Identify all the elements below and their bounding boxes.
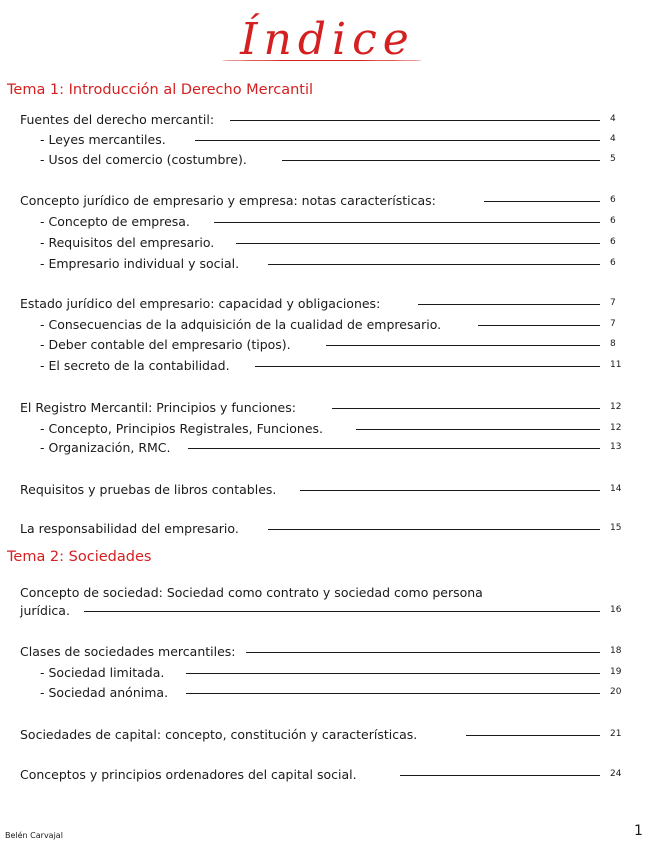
toc-entry[interactable] <box>0 254 655 273</box>
toc-leader-line <box>418 304 600 305</box>
toc-entry[interactable] <box>0 642 655 661</box>
toc-entry[interactable] <box>0 438 655 457</box>
toc-entry-text: - Sociedad anónima. <box>40 685 169 700</box>
toc-entry[interactable] <box>0 519 655 538</box>
title-underline <box>222 60 422 61</box>
toc-entry-page: 6 <box>610 258 616 268</box>
toc-leader-line <box>255 366 600 367</box>
toc-entry-page: 20 <box>610 687 622 697</box>
toc-entry-page: 6 <box>610 216 616 226</box>
toc-entry-text: Requisitos y pruebas de libros contables. <box>20 482 277 497</box>
toc-entry[interactable] <box>0 315 655 334</box>
toc-entry[interactable] <box>0 725 655 744</box>
toc-entry-page: 6 <box>610 237 616 247</box>
toc-entry-page: 7 <box>610 298 616 308</box>
toc-entry[interactable] <box>0 335 655 354</box>
toc-entry[interactable] <box>0 294 655 313</box>
toc-entry[interactable] <box>0 150 655 169</box>
toc-entry-text: - Empresario individual y social. <box>40 256 240 271</box>
toc-entry-text: Fuentes del derecho mercantil: <box>20 112 215 127</box>
toc-entry-page: 16 <box>610 605 622 615</box>
toc-entry[interactable] <box>0 601 655 620</box>
toc-leader-line <box>214 222 600 223</box>
toc-entry-text: - Deber contable del empresario (tipos). <box>40 337 291 352</box>
toc-entry-page: 5 <box>610 154 616 164</box>
toc-entry-text: Clases de sociedades mercantiles: <box>20 644 236 659</box>
toc-leader-line <box>478 325 600 326</box>
toc-leader-line <box>268 529 600 530</box>
toc-entry-text: Sociedades de capital: concepto, constitución y características. <box>20 727 418 742</box>
toc-leader-line <box>230 120 600 121</box>
toc-entry-text: Estado jurídico del empresario: capacidad y obligaciones: <box>20 296 381 311</box>
toc-entry-text: - Consecuencias de la adquisición de la cualidad de empresario. <box>40 317 442 332</box>
toc-leader-line <box>186 693 600 694</box>
toc-entry[interactable] <box>0 356 655 375</box>
toc-entry-page: 24 <box>610 769 622 779</box>
toc-entry[interactable] <box>0 683 655 702</box>
page-title: Índice <box>240 14 415 65</box>
toc-entry-page: 12 <box>610 402 622 412</box>
toc-entry-page: 12 <box>610 423 622 433</box>
toc-entry[interactable] <box>0 480 655 499</box>
toc-entry[interactable] <box>0 398 655 417</box>
toc-entry-text: Conceptos y principios ordenadores del capital social. <box>20 767 357 782</box>
toc-entry-page: 11 <box>610 360 622 370</box>
toc-entry-text: - El secreto de la contabilidad. <box>40 358 230 373</box>
toc-entry[interactable] <box>0 212 655 231</box>
toc-leader-line <box>484 201 600 202</box>
toc-entry-text: Concepto jurídico de empresario y empresa: notas características: <box>20 193 436 208</box>
toc-leader-line <box>400 775 600 776</box>
tema-2-heading: Tema 2: Sociedades <box>7 549 152 565</box>
toc-leader-line <box>356 429 600 430</box>
toc-entry[interactable] <box>0 191 655 210</box>
toc-leader-line <box>466 735 600 736</box>
toc-leader-line <box>188 448 600 449</box>
toc-leader-line <box>195 140 600 141</box>
toc-leader-line <box>268 264 600 265</box>
toc-entry-page: 7 <box>610 319 616 329</box>
toc-entry-page: 21 <box>610 729 622 739</box>
tema-1-heading: Tema 1: Introducción al Derecho Mercantil <box>7 82 314 98</box>
toc-entry-first-line[interactable]: Concepto de sociedad: Sociedad como contrato y sociedad como persona <box>20 585 483 600</box>
toc-entry-text: - Sociedad limitada. <box>40 665 165 680</box>
toc-leader-line <box>282 160 600 161</box>
toc-leader-line <box>332 408 600 409</box>
toc-entry-text: - Concepto de empresa. <box>40 214 190 229</box>
toc-entry-text: - Concepto, Principios Registrales, Funciones. <box>40 421 324 436</box>
toc-entry-page: 18 <box>610 646 622 656</box>
toc-leader-line <box>246 652 600 653</box>
toc-entry-text: El Registro Mercantil: Principios y funciones: <box>20 400 296 415</box>
toc-entry-text: jurídica. <box>20 603 70 618</box>
toc-entry-page: 4 <box>610 134 616 144</box>
toc-entry[interactable] <box>0 233 655 252</box>
footer-page-number: 1 <box>634 823 643 839</box>
toc-leader-line <box>300 490 600 491</box>
toc-entry-text: - Organización, RMC. <box>40 440 171 455</box>
footer-author: Belén Carvajal <box>5 831 63 840</box>
toc-entry-text: La responsabilidad del empresario. <box>20 521 239 536</box>
toc-entry-page: 19 <box>610 667 622 677</box>
toc-leader-line <box>84 611 600 612</box>
toc-leader-line <box>186 673 600 674</box>
toc-entry-text: - Usos del comercio (costumbre). <box>40 152 247 167</box>
toc-entry-text: - Leyes mercantiles. <box>40 132 166 147</box>
toc-entry-page: 4 <box>610 114 616 124</box>
toc-entry-page: 13 <box>610 442 622 452</box>
toc-leader-line <box>236 243 600 244</box>
toc-leader-line <box>326 345 600 346</box>
toc-entry-page: 14 <box>610 484 622 494</box>
toc-entry[interactable] <box>0 130 655 149</box>
toc-entry[interactable] <box>0 419 655 438</box>
toc-entry[interactable] <box>0 765 655 784</box>
toc-entry-page: 8 <box>610 339 616 349</box>
toc-entry-page: 15 <box>610 523 622 533</box>
toc-entry[interactable] <box>0 663 655 682</box>
toc-entry-page: 6 <box>610 195 616 205</box>
toc-entry[interactable] <box>0 110 655 129</box>
toc-entry-text: - Requisitos del empresario. <box>40 235 215 250</box>
